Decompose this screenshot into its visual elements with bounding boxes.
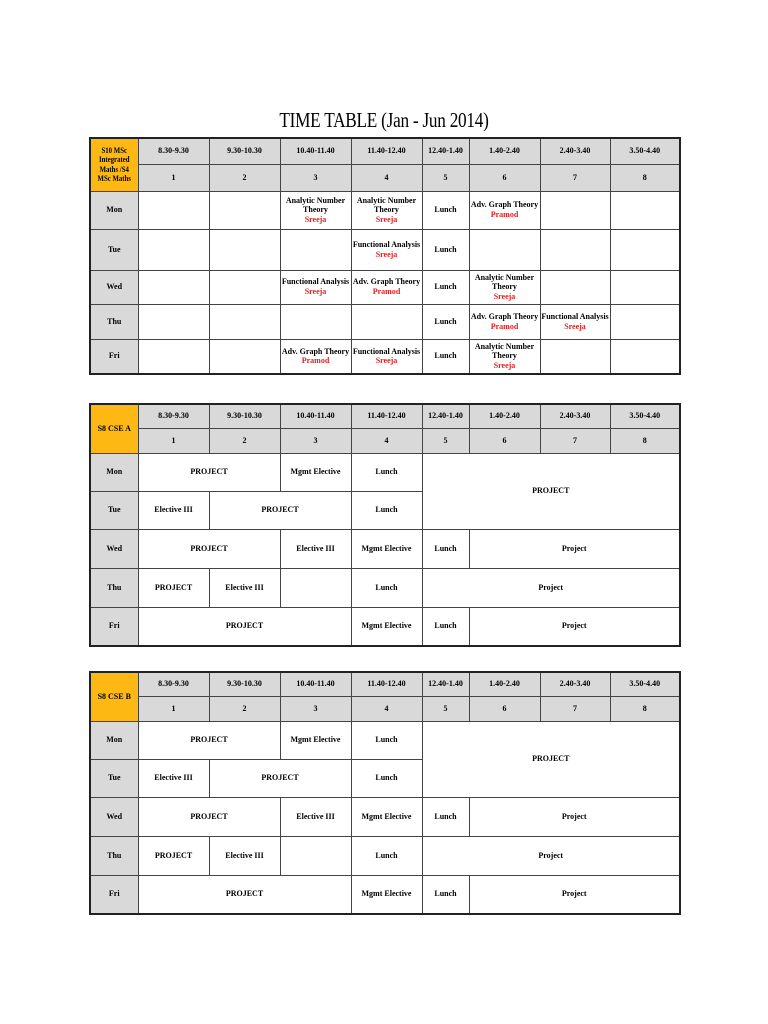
day-label: Fri	[90, 875, 138, 914]
project-cell: PROJECT	[138, 607, 351, 646]
period-time: 10.40-11.40	[280, 404, 351, 428]
project-cell: PROJECT	[138, 529, 280, 568]
period-time: 2.40-3.40	[540, 138, 610, 164]
project-cell: PROJECT	[422, 453, 680, 529]
period-number: 6	[469, 696, 540, 721]
period-time: 3.50-4.40	[610, 138, 680, 164]
period-number: 4	[351, 428, 422, 453]
class-cell: Functional Analysis Sreeja	[351, 229, 422, 270]
empty-cell	[540, 339, 610, 374]
period-time: 1.40-2.40	[469, 138, 540, 164]
project-cell: PROJECT	[138, 836, 209, 875]
project-cell: PROJECT	[138, 875, 351, 914]
project-cell: Project	[422, 568, 680, 607]
class-cell: Elective III	[280, 797, 351, 836]
day-label: Wed	[90, 529, 138, 568]
period-number: 6	[469, 428, 540, 453]
empty-cell	[280, 568, 351, 607]
empty-cell	[280, 229, 351, 270]
period-number: 5	[422, 696, 469, 721]
period-time: 2.40-3.40	[540, 404, 610, 428]
period-time: 11.40-12.40	[351, 404, 422, 428]
class-label: S10 MSc Integrated Maths /S4 MSc Maths	[90, 138, 138, 191]
period-number: 7	[540, 696, 610, 721]
empty-cell	[209, 270, 280, 304]
period-number: 2	[209, 696, 280, 721]
project-cell: PROJECT	[209, 491, 351, 529]
empty-cell	[138, 304, 209, 339]
lunch-cell: Lunch	[351, 836, 422, 875]
period-number: 5	[422, 428, 469, 453]
empty-cell	[610, 191, 680, 229]
class-cell: Adv. Graph Theory Pramod	[351, 270, 422, 304]
period-time: 9.30-10.30	[209, 672, 280, 696]
period-number: 2	[209, 428, 280, 453]
day-label: Mon	[90, 191, 138, 229]
period-time: 8.30-9.30	[138, 404, 209, 428]
empty-cell	[610, 270, 680, 304]
lunch-cell: Lunch	[422, 191, 469, 229]
period-time: 12.40-1.40	[422, 404, 469, 428]
period-number: 5	[422, 164, 469, 191]
period-number: 6	[469, 164, 540, 191]
class-cell: Elective III	[280, 529, 351, 568]
empty-cell	[209, 191, 280, 229]
period-time: 3.50-4.40	[610, 404, 680, 428]
class-label: S8 CSE A	[90, 404, 138, 453]
period-number: 3	[280, 164, 351, 191]
class-label: S8 CSE B	[90, 672, 138, 721]
empty-cell	[610, 304, 680, 339]
timetable-msc-maths	[89, 137, 681, 375]
period-time: 8.30-9.30	[138, 672, 209, 696]
period-number: 7	[540, 164, 610, 191]
period-time: 11.40-12.40	[351, 138, 422, 164]
period-time: 8.30-9.30	[138, 138, 209, 164]
lunch-cell: Lunch	[422, 875, 469, 914]
day-label: Thu	[90, 836, 138, 875]
day-label: Thu	[90, 568, 138, 607]
project-cell: PROJECT	[138, 797, 280, 836]
period-number: 7	[540, 428, 610, 453]
empty-cell	[138, 191, 209, 229]
class-cell: Mgmt Elective	[351, 607, 422, 646]
day-label: Thu	[90, 304, 138, 339]
period-time: 12.40-1.40	[422, 138, 469, 164]
class-cell: Mgmt Elective	[351, 797, 422, 836]
lunch-cell: Lunch	[422, 607, 469, 646]
empty-cell	[138, 270, 209, 304]
lunch-cell: Lunch	[422, 304, 469, 339]
empty-cell	[209, 339, 280, 374]
project-cell: Project	[469, 797, 680, 836]
class-cell: Mgmt Elective	[280, 721, 351, 759]
period-time: 10.40-11.40	[280, 672, 351, 696]
class-cell: Mgmt Elective	[280, 453, 351, 491]
period-number: 1	[138, 696, 209, 721]
project-cell: Project	[469, 607, 680, 646]
period-time: 10.40-11.40	[280, 138, 351, 164]
lunch-cell: Lunch	[422, 339, 469, 374]
period-time: 2.40-3.40	[540, 672, 610, 696]
day-label: Mon	[90, 721, 138, 759]
period-time: 12.40-1.40	[422, 672, 469, 696]
class-cell: Mgmt Elective	[351, 529, 422, 568]
empty-cell	[209, 304, 280, 339]
day-label: Mon	[90, 453, 138, 491]
project-cell: Project	[469, 875, 680, 914]
empty-cell	[540, 191, 610, 229]
day-label: Tue	[90, 229, 138, 270]
lunch-cell: Lunch	[351, 568, 422, 607]
day-label: Wed	[90, 270, 138, 304]
empty-cell	[138, 229, 209, 270]
period-number: 3	[280, 696, 351, 721]
lunch-cell: Lunch	[351, 721, 422, 759]
page-title: TIME TABLE (Jan - Jun 2014)	[279, 108, 489, 132]
class-cell: Mgmt Elective	[351, 875, 422, 914]
class-cell: Adv. Graph Theory Pramod	[280, 339, 351, 374]
lunch-cell: Lunch	[422, 270, 469, 304]
empty-cell	[540, 229, 610, 270]
class-cell: Functional Analysis Sreeja	[351, 339, 422, 374]
empty-cell	[610, 229, 680, 270]
period-number: 2	[209, 164, 280, 191]
day-label: Tue	[90, 491, 138, 529]
timetable-s8-cse-b	[89, 671, 681, 915]
lunch-cell: Lunch	[351, 491, 422, 529]
period-number: 4	[351, 696, 422, 721]
project-cell: PROJECT	[138, 453, 280, 491]
day-label: Fri	[90, 607, 138, 646]
day-label: Wed	[90, 797, 138, 836]
project-cell: Project	[422, 836, 680, 875]
empty-cell	[209, 229, 280, 270]
period-time: 9.30-10.30	[209, 404, 280, 428]
project-cell: Project	[469, 529, 680, 568]
class-cell: Adv. Graph Theory Pramod	[469, 191, 540, 229]
empty-cell	[138, 339, 209, 374]
empty-cell	[540, 270, 610, 304]
period-number: 8	[610, 696, 680, 721]
class-cell: Elective III	[209, 836, 280, 875]
period-time: 1.40-2.40	[469, 672, 540, 696]
empty-cell	[610, 339, 680, 374]
period-number: 4	[351, 164, 422, 191]
timetable-s8-cse-a	[89, 403, 681, 647]
project-cell: PROJECT	[138, 721, 280, 759]
class-cell: Functional Analysis Sreeja	[540, 304, 610, 339]
project-cell: PROJECT	[422, 721, 680, 797]
period-number: 8	[610, 164, 680, 191]
period-time: 11.40-12.40	[351, 672, 422, 696]
project-cell: PROJECT	[209, 759, 351, 797]
class-cell: Elective III	[138, 491, 209, 529]
period-time: 3.50-4.40	[610, 672, 680, 696]
empty-cell	[280, 304, 351, 339]
empty-cell	[280, 836, 351, 875]
lunch-cell: Lunch	[422, 229, 469, 270]
class-cell: Adv. Graph Theory Pramod	[469, 304, 540, 339]
class-cell: Elective III	[209, 568, 280, 607]
project-cell: PROJECT	[138, 568, 209, 607]
class-cell: Functional Analysis Sreeja	[280, 270, 351, 304]
lunch-cell: Lunch	[351, 453, 422, 491]
empty-cell	[469, 229, 540, 270]
class-cell: Analytic Number Theory Sreeja	[351, 191, 422, 229]
lunch-cell: Lunch	[422, 529, 469, 568]
period-time: 1.40-2.40	[469, 404, 540, 428]
period-number: 8	[610, 428, 680, 453]
class-cell: Elective III	[138, 759, 209, 797]
period-number: 1	[138, 428, 209, 453]
period-number: 3	[280, 428, 351, 453]
empty-cell	[351, 304, 422, 339]
day-label: Fri	[90, 339, 138, 374]
class-cell: Analytic Number Theory Sreeja	[469, 270, 540, 304]
class-cell: Analytic Number Theory Sreeja	[469, 339, 540, 374]
lunch-cell: Lunch	[422, 797, 469, 836]
period-time: 9.30-10.30	[209, 138, 280, 164]
day-label: Tue	[90, 759, 138, 797]
period-number: 1	[138, 164, 209, 191]
lunch-cell: Lunch	[351, 759, 422, 797]
class-cell: Analytic Number Theory Sreeja	[280, 191, 351, 229]
